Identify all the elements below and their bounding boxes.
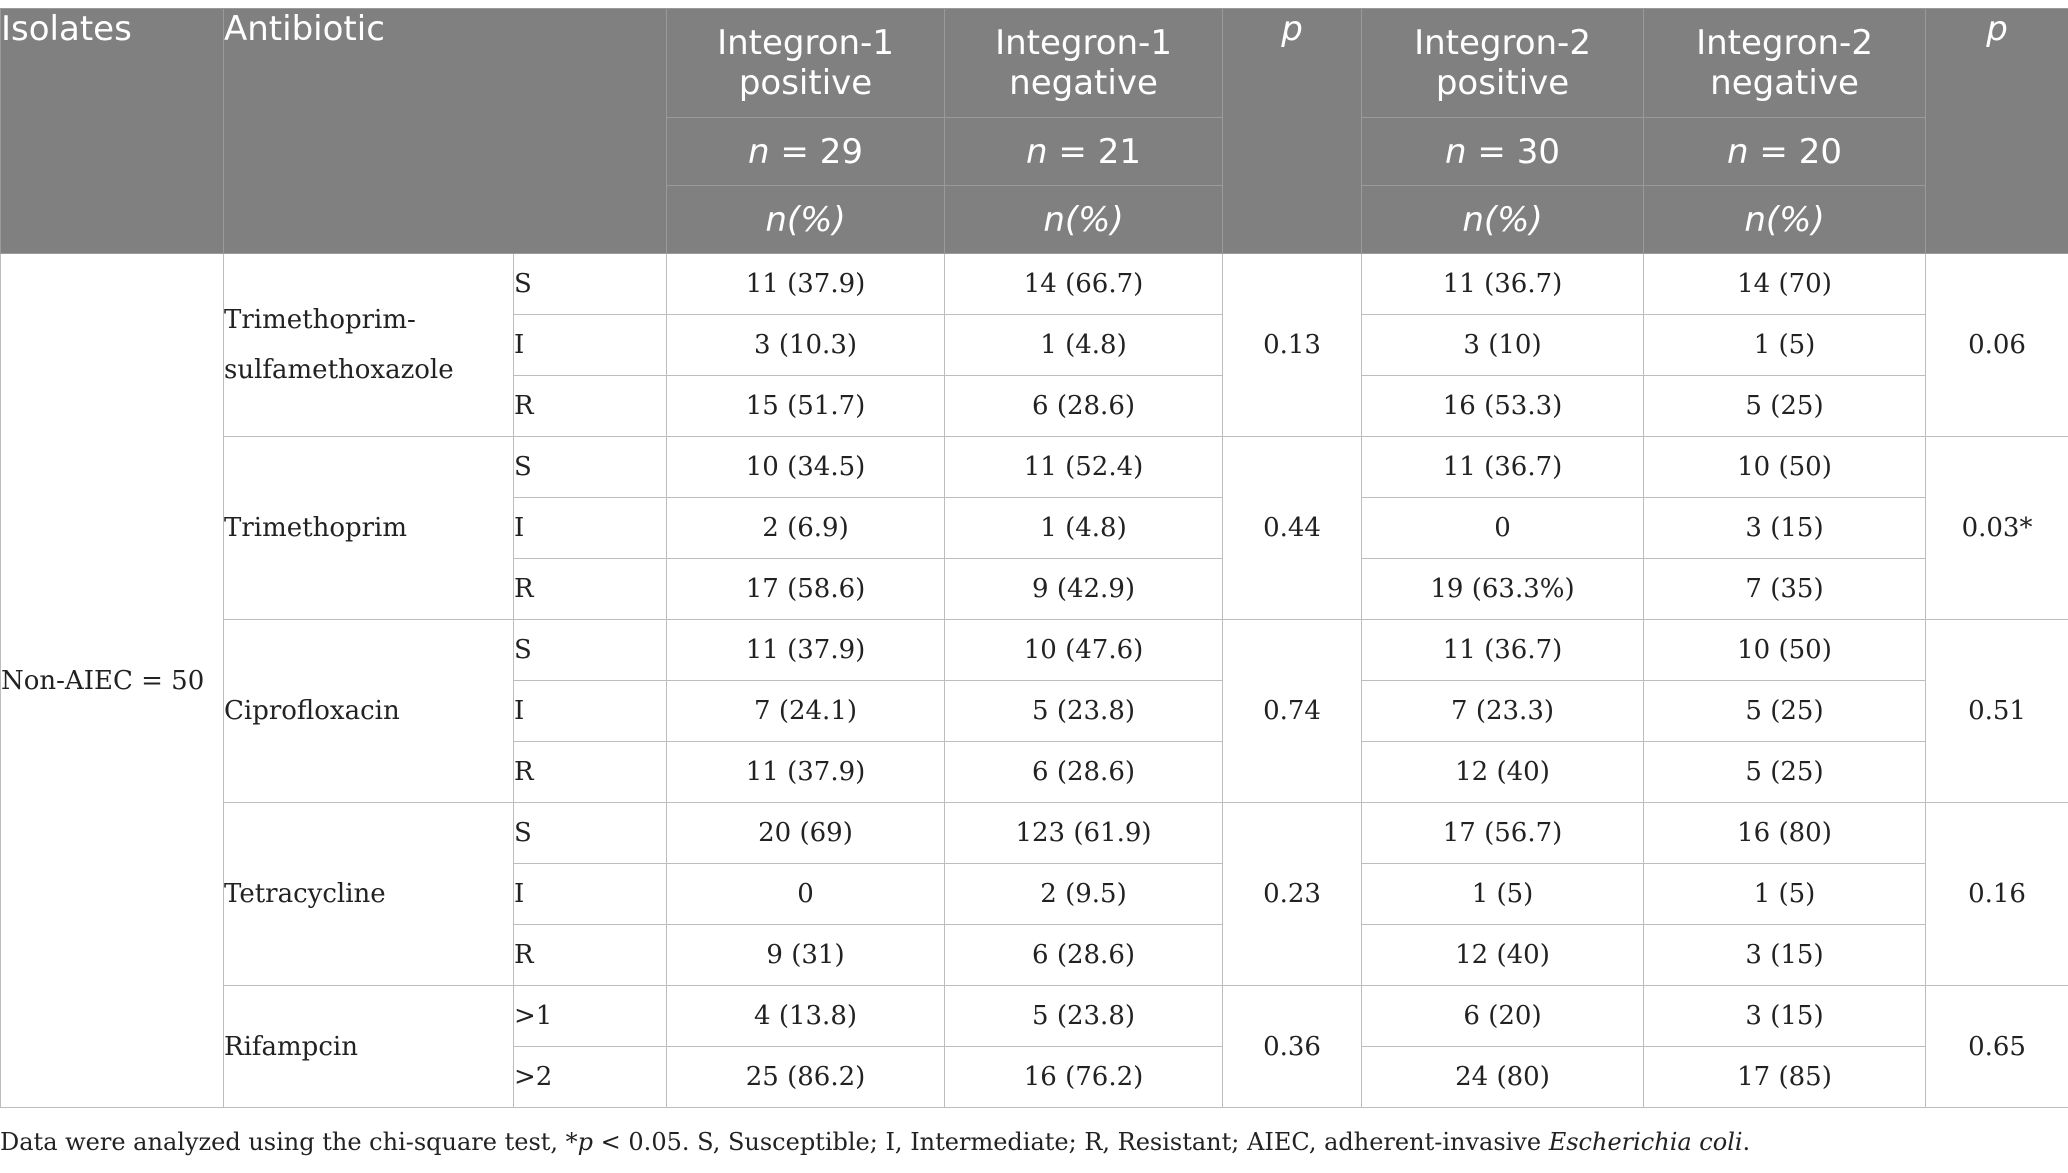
header-npct xyxy=(1362,186,1644,254)
header-line: Integron-2 xyxy=(1414,23,1591,63)
p-value-cell: 0.65 xyxy=(1926,986,2068,1108)
value-cell: 1 (4.8) xyxy=(945,498,1223,559)
value-cell: 10 (47.6) xyxy=(945,620,1223,681)
value-cell: 16 (53.3) xyxy=(1362,376,1644,437)
value-cell: 3 (15) xyxy=(1644,986,1926,1047)
header-line: positive xyxy=(1435,63,1570,103)
header-p-value-2 xyxy=(1926,9,2068,254)
value-cell: 9 (42.9) xyxy=(945,559,1223,620)
antibiotic-name-line: Trimethoprim- xyxy=(224,305,416,335)
header-n-count xyxy=(945,118,1223,186)
header-n-count xyxy=(1362,118,1644,186)
header-line: Integron-2 xyxy=(1696,23,1873,63)
value-cell: 2 (6.9) xyxy=(667,498,945,559)
header-integron1-positive xyxy=(667,9,945,118)
table-container xyxy=(0,8,2068,1108)
value-cell: 11 (37.9) xyxy=(667,620,945,681)
value-cell: 1 (5) xyxy=(1362,864,1644,925)
p-value-cell: 0.13 xyxy=(1223,254,1362,437)
value-cell: 5 (23.8) xyxy=(945,681,1223,742)
header-row xyxy=(1,9,2068,118)
value-cell: 11 (36.7) xyxy=(1362,254,1644,315)
level-cell: I xyxy=(514,315,667,376)
antibiotic-name xyxy=(224,986,514,1108)
value-cell: 10 (34.5) xyxy=(667,437,945,498)
antibiotic-name-line: Ciprofloxacin xyxy=(224,696,400,726)
value-cell: 17 (85) xyxy=(1644,1047,1926,1108)
value-cell: 9 (31) xyxy=(667,925,945,986)
level-cell: R xyxy=(514,376,667,437)
header-npct xyxy=(1644,186,1926,254)
n-symbol: n xyxy=(1445,131,1467,172)
header-isolates: Isolates xyxy=(1,9,224,254)
level-cell: R xyxy=(514,925,667,986)
n-symbol: n xyxy=(1043,199,1065,240)
level-cell: >1 xyxy=(514,986,667,1047)
antibiotic-integron-table xyxy=(0,8,2068,1108)
value-cell: 15 (51.7) xyxy=(667,376,945,437)
n-symbol: n xyxy=(1462,199,1484,240)
value-cell: 25 (86.2) xyxy=(667,1047,945,1108)
footnote-p-symbol: p xyxy=(577,1128,594,1156)
level-cell: I xyxy=(514,498,667,559)
value-cell: 14 (66.7) xyxy=(945,254,1223,315)
n-value: = 30 xyxy=(1466,131,1560,172)
value-cell: 17 (58.6) xyxy=(667,559,945,620)
p-value-cell: 0.23 xyxy=(1223,803,1362,986)
value-cell: 6 (28.6) xyxy=(945,925,1223,986)
value-cell: 14 (70) xyxy=(1644,254,1926,315)
antibiotic-name-line: Rifampcin xyxy=(224,1031,358,1062)
n-symbol: n xyxy=(1727,131,1749,172)
p-value-cell: 0.36 xyxy=(1223,986,1362,1108)
value-cell: 123 (61.9) xyxy=(945,803,1223,864)
value-cell: 24 (80) xyxy=(1362,1047,1644,1108)
n-symbol: n xyxy=(1744,199,1766,240)
value-cell: 1 (4.8) xyxy=(945,315,1223,376)
value-cell: 10 (50) xyxy=(1644,620,1926,681)
p-value-cell: 0.06 xyxy=(1926,254,2068,437)
n-value: = 29 xyxy=(769,131,863,172)
antibiotic-name xyxy=(224,803,514,986)
level-cell: S xyxy=(514,254,667,315)
header-line: Integron-1 xyxy=(995,23,1172,63)
level-cell: R xyxy=(514,742,667,803)
p-symbol: p xyxy=(1986,9,2008,49)
header-integron1-negative xyxy=(945,9,1223,118)
value-cell: 7 (35) xyxy=(1644,559,1926,620)
antibiotic-name-line: Tetracycline xyxy=(224,879,386,909)
header-npct xyxy=(945,186,1223,254)
p-value-cell: 0.51 xyxy=(1926,620,2068,803)
value-cell: 6 (28.6) xyxy=(945,742,1223,803)
value-cell: 1 (5) xyxy=(1644,864,1926,925)
table-row xyxy=(1,620,2068,681)
table-row xyxy=(1,986,2068,1047)
value-cell: 11 (37.9) xyxy=(667,254,945,315)
table-row xyxy=(1,254,2068,315)
value-cell: 11 (52.4) xyxy=(945,437,1223,498)
pct-symbol: (%) xyxy=(786,199,846,240)
pct-symbol: (%) xyxy=(1765,199,1825,240)
isolate-label: Non-AIEC = 50 xyxy=(1,254,224,1108)
value-cell: 16 (76.2) xyxy=(945,1047,1223,1108)
value-cell: 12 (40) xyxy=(1362,742,1644,803)
level-cell: R xyxy=(514,559,667,620)
value-cell: 11 (36.7) xyxy=(1362,620,1644,681)
footnote-species: Escherichia coli xyxy=(1548,1128,1743,1156)
level-cell: I xyxy=(514,681,667,742)
pct-symbol: (%) xyxy=(1064,199,1124,240)
level-cell: I xyxy=(514,864,667,925)
value-cell: 16 (80) xyxy=(1644,803,1926,864)
table-row xyxy=(1,437,2068,498)
n-symbol: n xyxy=(765,199,787,240)
header-antibiotic: Antibiotic xyxy=(224,9,667,254)
value-cell: 2 (9.5) xyxy=(945,864,1223,925)
value-cell: 11 (37.9) xyxy=(667,742,945,803)
header-line: positive xyxy=(738,63,873,103)
value-cell: 0 xyxy=(1362,498,1644,559)
value-cell: 6 (20) xyxy=(1362,986,1644,1047)
antibiotic-name xyxy=(224,620,514,803)
value-cell: 11 (36.7) xyxy=(1362,437,1644,498)
p-value-cell: 0.16 xyxy=(1926,803,2068,986)
value-cell: 1 (5) xyxy=(1644,315,1926,376)
n-symbol: n xyxy=(1026,131,1048,172)
value-cell: 0 xyxy=(667,864,945,925)
value-cell: 3 (10.3) xyxy=(667,315,945,376)
antibiotic-name-line: Trimethoprim xyxy=(224,513,408,543)
level-cell: >2 xyxy=(514,1047,667,1108)
antibiotic-name-line: sulfamethoxazole xyxy=(224,355,454,385)
value-cell: 5 (25) xyxy=(1644,681,1926,742)
value-cell: 10 (50) xyxy=(1644,437,1926,498)
header-n-count xyxy=(667,118,945,186)
n-value: = 20 xyxy=(1748,131,1842,172)
value-cell: 19 (63.3%) xyxy=(1362,559,1644,620)
footnote-text: Data were analyzed using the chi-square test, * xyxy=(0,1128,578,1156)
pct-symbol: (%) xyxy=(1483,199,1543,240)
antibiotic-name xyxy=(224,437,514,620)
value-cell: 5 (25) xyxy=(1644,376,1926,437)
header-npct xyxy=(667,186,945,254)
value-cell: 3 (15) xyxy=(1644,498,1926,559)
level-cell: S xyxy=(514,437,667,498)
n-value: = 21 xyxy=(1047,131,1141,172)
value-cell: 12 (40) xyxy=(1362,925,1644,986)
header-line: Integron-1 xyxy=(717,23,894,63)
table-footnote xyxy=(0,1128,1750,1156)
p-value-cell: 0.44 xyxy=(1223,437,1362,620)
n-symbol: n xyxy=(748,131,770,172)
value-cell: 5 (25) xyxy=(1644,742,1926,803)
footnote-text: . xyxy=(1742,1128,1751,1156)
level-cell: S xyxy=(514,803,667,864)
value-cell: 6 (28.6) xyxy=(945,376,1223,437)
value-cell: 7 (23.3) xyxy=(1362,681,1644,742)
header-integron2-negative xyxy=(1644,9,1926,118)
header-n-count xyxy=(1644,118,1926,186)
header-p-value-1 xyxy=(1223,9,1362,254)
header-integron2-positive xyxy=(1362,9,1644,118)
antibiotic-name xyxy=(224,254,514,437)
value-cell: 20 (69) xyxy=(667,803,945,864)
header-line: negative xyxy=(1710,63,1859,103)
level-cell: S xyxy=(514,620,667,681)
p-value-cell: 0.74 xyxy=(1223,620,1362,803)
table-row xyxy=(1,803,2068,864)
p-symbol: p xyxy=(1281,9,1303,49)
value-cell: 3 (10) xyxy=(1362,315,1644,376)
value-cell: 7 (24.1) xyxy=(667,681,945,742)
value-cell: 17 (56.7) xyxy=(1362,803,1644,864)
footnote-text: < 0.05. S, Susceptible; I, Intermediate; R, Resistant; AIEC, adherent-invasive xyxy=(593,1128,1549,1156)
p-value-cell: 0.03* xyxy=(1926,437,2068,620)
value-cell: 3 (15) xyxy=(1644,925,1926,986)
value-cell: 4 (13.8) xyxy=(667,986,945,1047)
header-line: negative xyxy=(1009,63,1158,103)
value-cell: 5 (23.8) xyxy=(945,986,1223,1047)
